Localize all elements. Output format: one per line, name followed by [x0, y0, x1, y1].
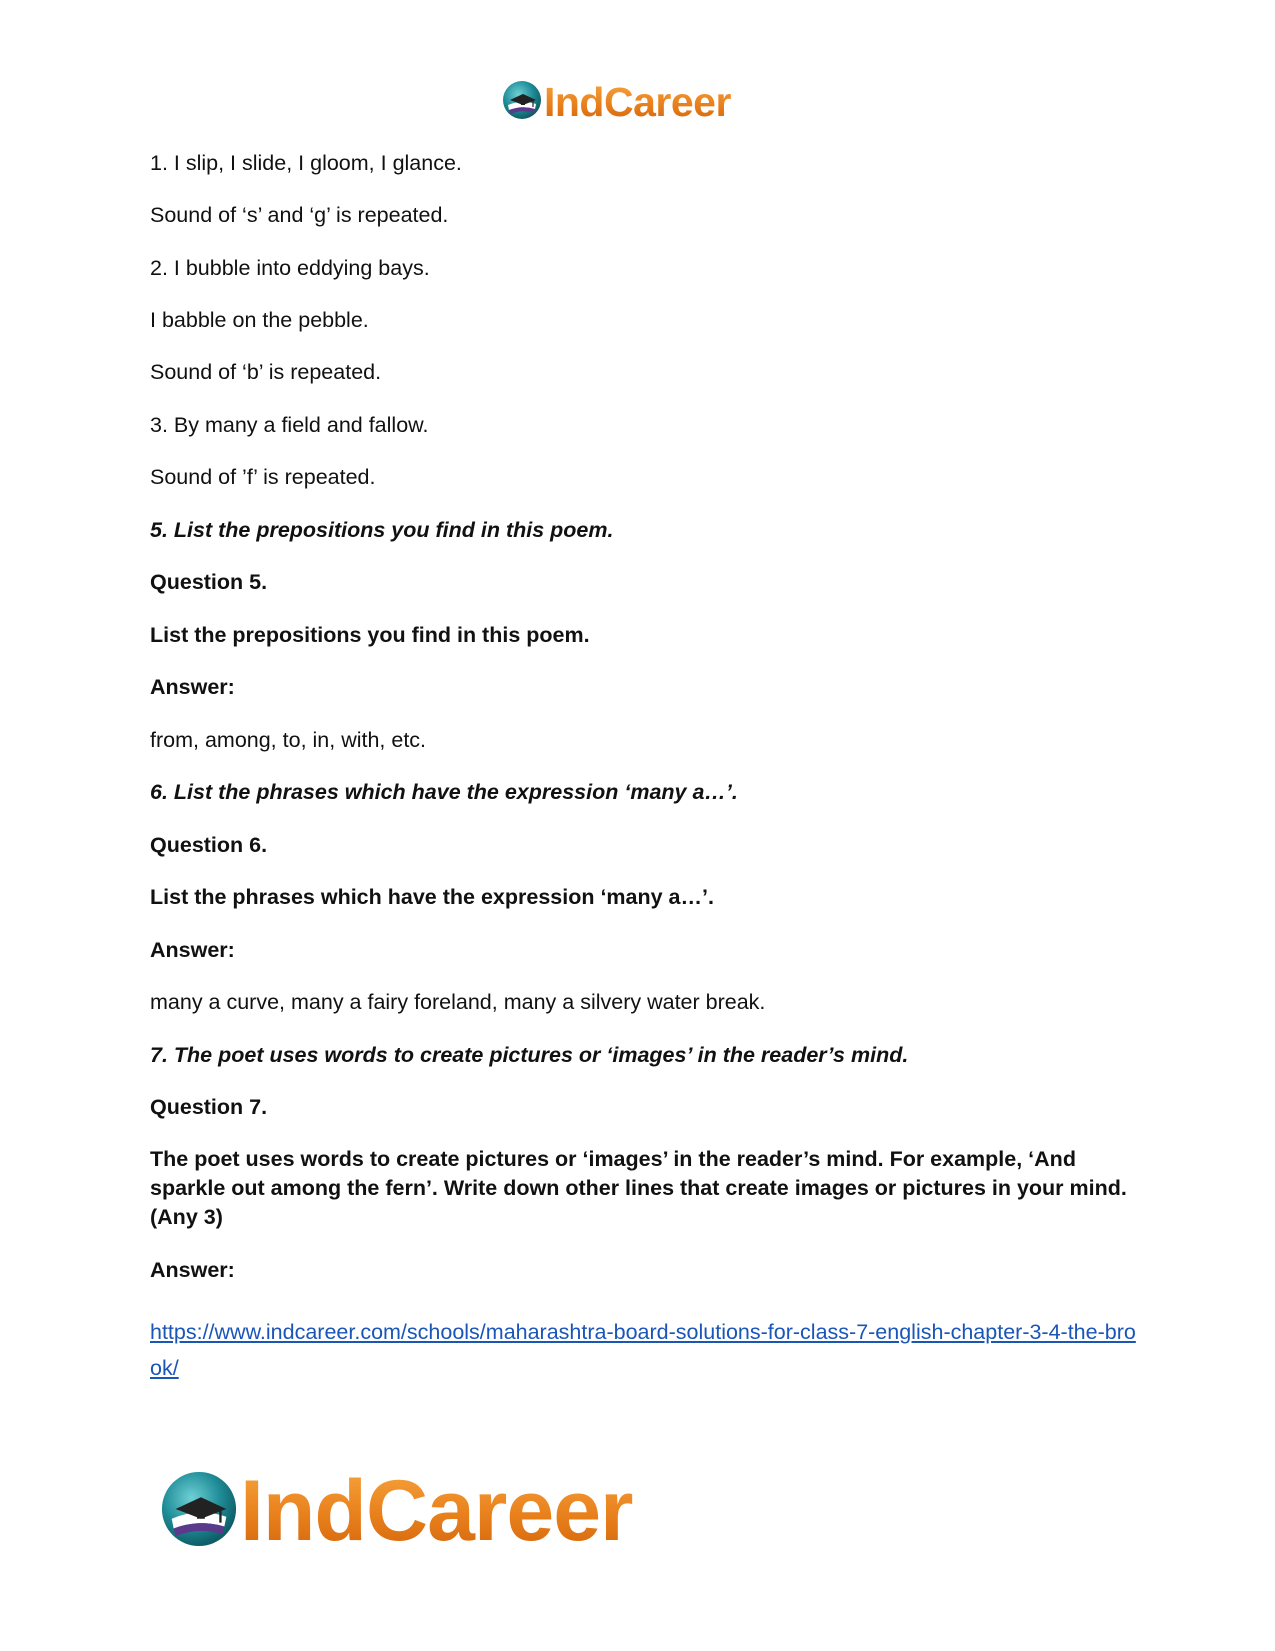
section-heading: 6. List the phrases which have the expression ‘many a…’. [150, 780, 738, 804]
text-line: I babble on the pebble. [150, 308, 369, 332]
graduation-books-icon [502, 80, 542, 125]
answer-label: Answer: [150, 675, 235, 699]
section-heading: 7. The poet uses words to create pictures or ‘images’ in the reader’s mind. [150, 1043, 909, 1067]
answer-label: Answer: [150, 1258, 235, 1282]
logo-wordmark: IndCareer [240, 1463, 633, 1559]
text-line: 1. I slip, I slide, I gloom, I glance. [150, 151, 462, 175]
question-label: Question 6. [150, 833, 268, 857]
header-logo [502, 80, 731, 125]
question-text: List the prepositions you find in this poem. [150, 623, 590, 647]
answer-label: Answer: [150, 938, 235, 962]
question-text: List the phrases which have the expression ‘many a…’. [150, 885, 714, 909]
text-line: Sound of ‘s’ and ‘g’ is repeated. [150, 203, 449, 227]
question-label: Question 7. [150, 1095, 268, 1119]
text-line: Sound of ‘b’ is repeated. [150, 360, 382, 384]
footer-logo [160, 1463, 633, 1559]
section-heading: 5. List the prepositions you find in this poem. [150, 518, 614, 542]
question-label: Question 5. [150, 570, 268, 594]
graduation-books-icon [160, 1470, 238, 1553]
text-line: 3. By many a field and fallow. [150, 413, 429, 437]
answer-text: many a curve, many a fairy foreland, many a silvery water break. [150, 990, 766, 1014]
answer-text: from, among, to, in, with, etc. [150, 728, 427, 752]
text-line: 2. I bubble into eddying bays. [150, 256, 430, 280]
source-link[interactable]: https://www.indcareer.com/schools/maharashtra-board-solutions-for-class-7-english-chapter-3-4-the-brook/ [150, 1320, 1136, 1380]
logo-wordmark: IndCareer [544, 79, 731, 125]
question-text: The poet uses words to create pictures or ‘images’ in the reader’s mind. For example, ‘And sparkle out among the fern’. Write down other lines that create images or pictures in your mind. (Any 3) [150, 1147, 1127, 1229]
text-line: Sound of ’f’ is repeated. [150, 465, 376, 489]
